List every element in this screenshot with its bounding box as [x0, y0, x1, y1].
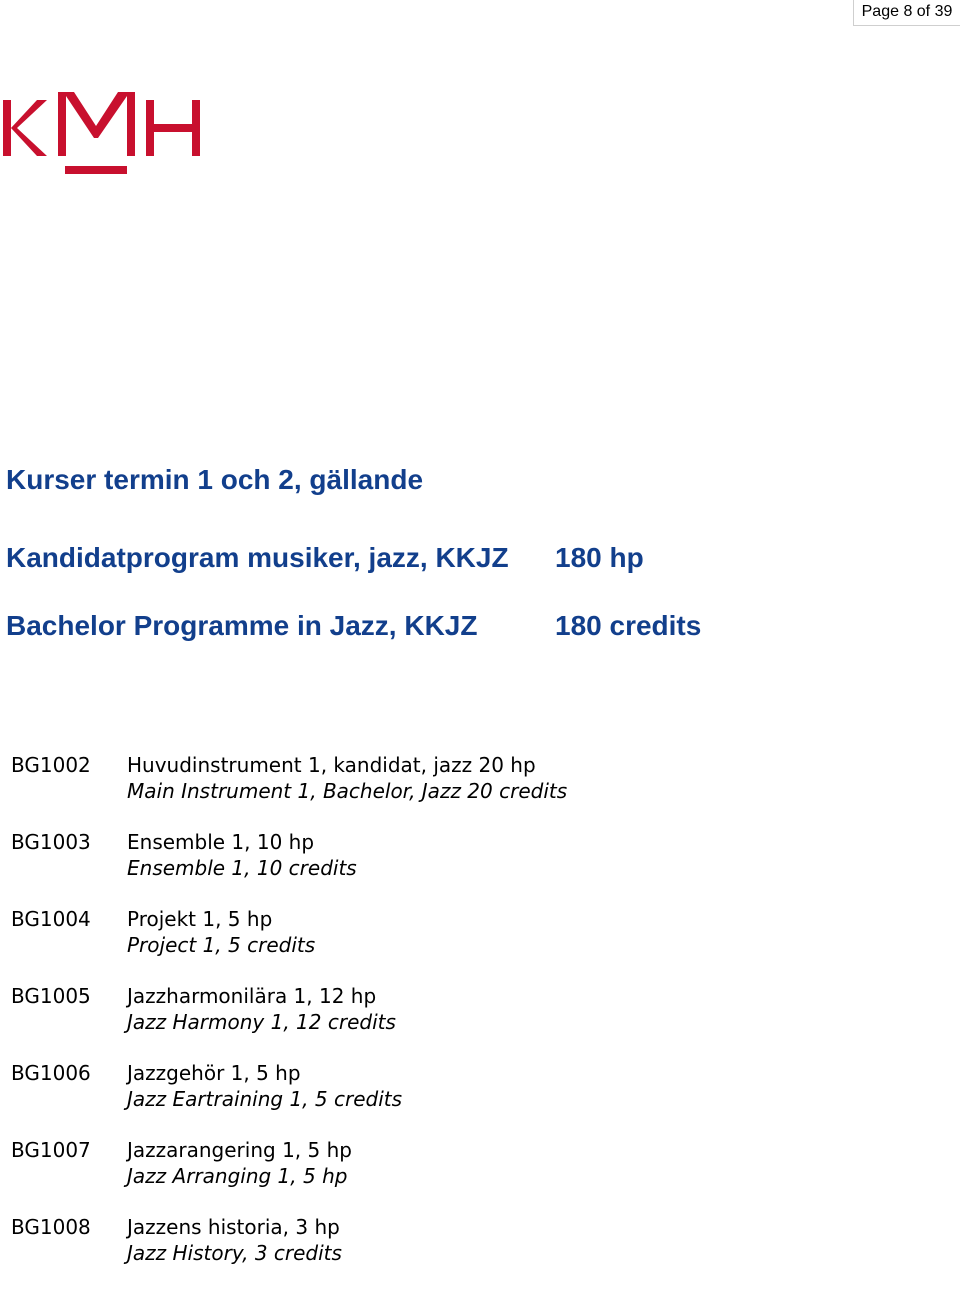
course-code: BG1003 [11, 830, 91, 854]
course-name-english: Main Instrument 1, Bachelor, Jazz 20 credits [127, 779, 568, 803]
course-name-swedish: Projekt 1, 5 hp [127, 907, 273, 931]
course-row [0, 1060, 960, 1137]
course-name-swedish: Ensemble 1, 10 hp [127, 830, 315, 854]
course-code: BG1002 [11, 753, 91, 777]
course-row [0, 1214, 960, 1291]
page-number: Page 8 of 39 [853, 0, 960, 26]
course-row [0, 1137, 960, 1214]
course-code: BG1007 [11, 1138, 91, 1162]
course-list [0, 752, 960, 1291]
course-code: BG1008 [11, 1215, 91, 1239]
course-name-english: Ensemble 1, 10 credits [127, 856, 357, 880]
course-name-swedish: Jazzens historia, 3 hp [127, 1215, 340, 1239]
program-credits-english: 180 credits [555, 610, 702, 641]
program-name-swedish: Kandidatprogram musiker, jazz, KKJZ [6, 542, 509, 573]
kmh-logo [3, 92, 203, 174]
course-name-english: Jazz Arranging 1, 5 hp [127, 1164, 348, 1188]
course-name-english: Jazz History, 3 credits [127, 1241, 342, 1265]
course-name-swedish: Huvudinstrument 1, kandidat, jazz 20 hp [127, 753, 536, 777]
course-code: BG1006 [11, 1061, 91, 1085]
course-name-swedish: Jazzarangering 1, 5 hp [127, 1138, 352, 1162]
program-credits-swedish: 180 hp [555, 542, 644, 573]
course-row [0, 906, 960, 983]
course-row [0, 983, 960, 1060]
course-code: BG1004 [11, 907, 91, 931]
program-name-english: Bachelor Programme in Jazz, KKJZ [6, 610, 478, 641]
page-title: Kurser termin 1 och 2, gällande [6, 464, 424, 495]
course-row [0, 829, 960, 906]
course-row [0, 752, 960, 829]
course-name-english: Jazz Harmony 1, 12 credits [127, 1010, 396, 1034]
course-name-english: Jazz Eartraining 1, 5 credits [127, 1087, 403, 1111]
course-code: BG1005 [11, 984, 91, 1008]
course-name-english: Project 1, 5 credits [127, 933, 316, 957]
course-name-swedish: Jazzgehör 1, 5 hp [127, 1061, 301, 1085]
course-name-swedish: Jazzharmonilära 1, 12 hp [127, 984, 377, 1008]
